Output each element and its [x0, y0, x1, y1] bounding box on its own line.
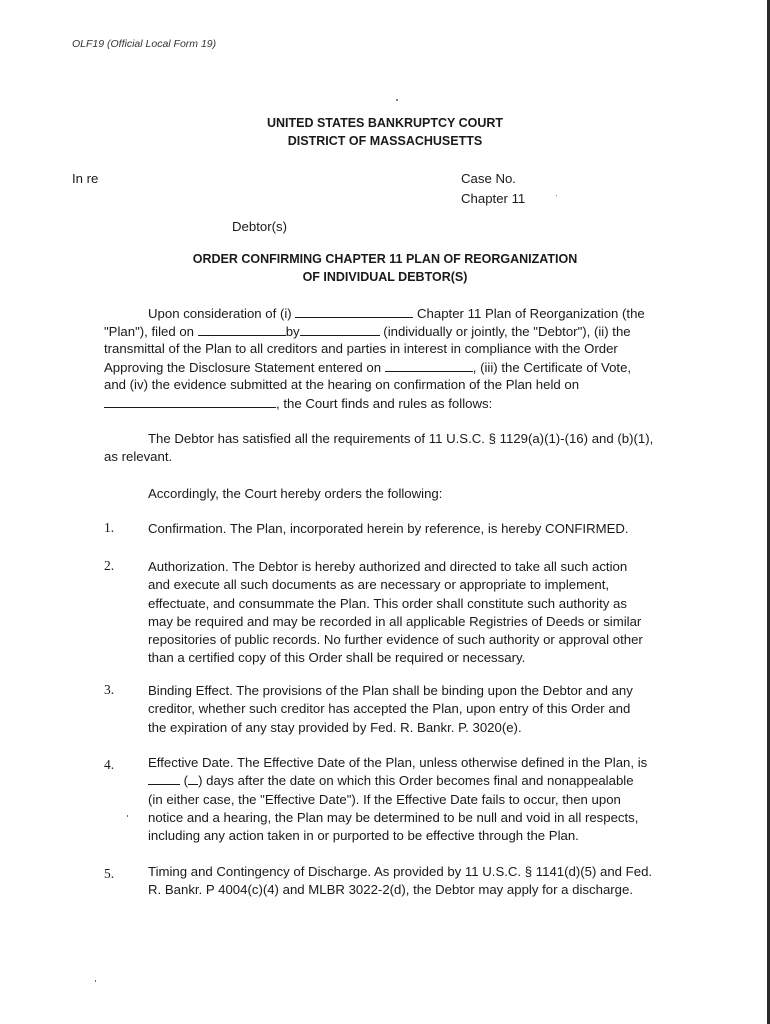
plan-date-blank[interactable] [295, 305, 413, 318]
item-number: 4. [104, 757, 115, 772]
intro-line-2 [104, 323, 670, 339]
intro-line-4 [104, 359, 670, 375]
filed-on-blank[interactable] [198, 323, 286, 336]
intro-text: (individually or jointly, the "Debtor"), (ii) the [383, 324, 631, 339]
scan-speck [95, 980, 96, 982]
intro-text: Chapter 11 Plan of Reorganization (the [417, 306, 645, 321]
item-line: Confirmation. The Plan, incorporated herein by reference, is hereby CONFIRMED. [148, 521, 629, 536]
item-line: repositories of public records. No further evidence of such authority or approval other [148, 632, 643, 648]
item-line: Timing and Contingency of Discharge. As provided by 11 U.S.C. § 1141(d)(5) and Fed. [148, 864, 653, 879]
in-re-label: In re [72, 171, 99, 186]
disclosure-date-blank[interactable] [385, 359, 473, 372]
filed-by-blank[interactable] [300, 323, 380, 336]
authorization-item [148, 558, 668, 668]
intro-text: "Plan"), filed on [104, 324, 195, 339]
item-line: may be required and may be recorded in all applicable Registries of Deeds or similar [148, 613, 642, 629]
scan-speck [396, 99, 398, 101]
binding-effect-item [148, 682, 668, 737]
intro-text: by [285, 324, 300, 339]
debtor-label: Debtor(s) [232, 219, 287, 234]
scan-speck [556, 195, 557, 196]
item-number: 5. [104, 866, 115, 881]
item-line: Binding Effect. The provisions of the Plan shall be binding upon the Debtor and any [148, 683, 633, 698]
accordingly-line: Accordingly, the Court hereby orders the following: [148, 486, 443, 501]
finding-line-2: as relevant. [104, 449, 173, 464]
item-number: 1. [104, 520, 115, 535]
item-text: ) days after the date on which this Order becomes final and nonappealable [198, 773, 634, 789]
order-subtitle: OF INDIVIDUAL DEBTOR(S) [302, 270, 468, 284]
confirmation-item [148, 520, 668, 538]
hearing-date-blank[interactable] [104, 395, 276, 408]
form-identifier: OLF19 (Official Local Form 19) [72, 38, 217, 50]
intro-text: , (iii) the Certificate of Vote, [472, 360, 632, 375]
order-title: ORDER CONFIRMING CHAPTER 11 PLAN OF REORGANIZATION [192, 252, 578, 266]
item-number: 2. [104, 558, 115, 573]
item-number: 3. [104, 682, 115, 697]
effective-date-item [148, 754, 668, 845]
intro-line-1 [148, 305, 666, 321]
item-text: ( [183, 773, 189, 789]
intro-text: , the Court finds and rules as follows: [276, 396, 493, 411]
days-number-blank[interactable] [188, 772, 198, 785]
intro-text: Approving the Disclosure Statement entered on [104, 360, 382, 375]
item-line: than a certified copy of this Order shall be required or necessary. [148, 650, 526, 666]
days-words-blank[interactable] [148, 772, 180, 785]
item-line: the expiration of any stay provided by Fed. R. Bankr. P. 3020(e). [148, 719, 522, 735]
intro-line-5: and (iv) the evidence submitted at the hearing on confirmation of the Plan held on [104, 377, 580, 392]
item-line: R. Bankr. P 4004(c)(4) and MLBR 3022-2(d), the Debtor may apply for a discharge. [148, 882, 634, 898]
discharge-item [148, 863, 668, 900]
court-district: DISTRICT OF MASSACHUSETTS [287, 134, 483, 148]
chapter-label: Chapter 11 [461, 191, 526, 206]
item-line: (in either case, the "Effective Date"). If the Effective Date fails to occur, then upon [148, 791, 621, 807]
intro-line-6 [104, 395, 670, 411]
intro-text: Upon consideration of (i) [148, 306, 292, 321]
item-line: creditor, whether such creditor has accepted the Plan, upon entry of this Order and [148, 701, 631, 717]
item-line: effectuate, and consummate the Plan. This order shall constitute such authority as [148, 595, 627, 611]
item-line [148, 772, 668, 790]
item-line: Authorization. The Debtor is hereby authorized and directed to take all such action [148, 559, 628, 574]
intro-line-3: transmittal of the Plan to all creditors and parties in interest in compliance with the Order [104, 341, 618, 356]
item-line: including any action taken in or purported to be effective through the Plan. [148, 828, 579, 844]
court-name: UNITED STATES BANKRUPTCY COURT [266, 116, 504, 130]
item-line: and execute all such documents as are necessary or appropriate to implement, [148, 577, 610, 593]
item-line: Effective Date. The Effective Date of the Plan, unless otherwise defined in the Plan, is [148, 755, 648, 770]
item-line: notice and a hearing, the Plan may be determined to be null and void in all respects, [148, 809, 639, 825]
scan-speck [127, 815, 128, 817]
finding-line-1: The Debtor has satisfied all the requirements of 11 U.S.C. § 1129(a)(1)-(16) and (b)(1), [148, 431, 654, 446]
case-number-label: Case No. [461, 171, 516, 186]
